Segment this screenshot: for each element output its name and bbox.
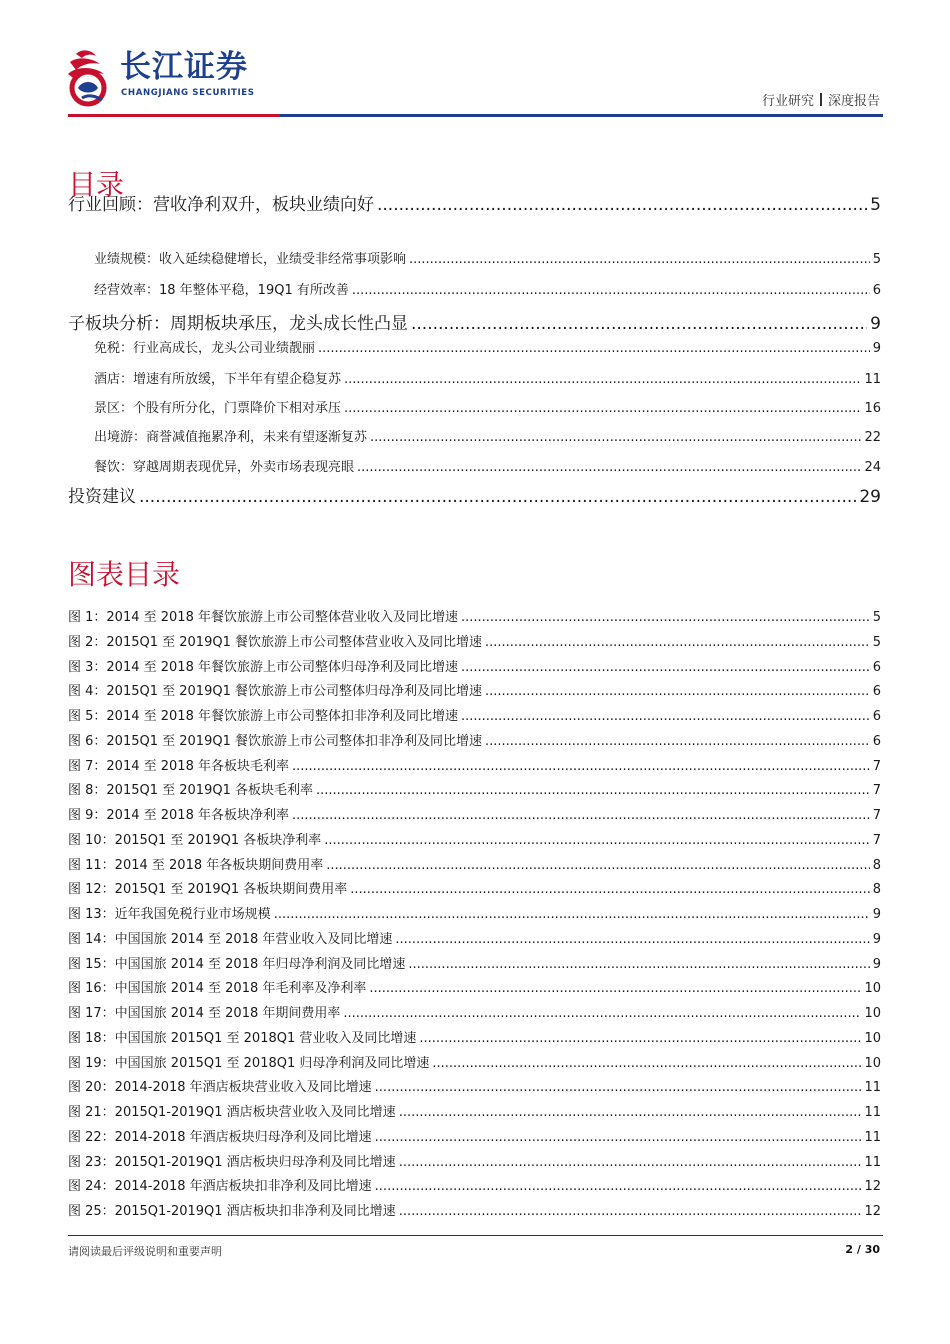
toc-entry[interactable] <box>94 281 881 301</box>
figure-leader-dots <box>375 1177 862 1197</box>
toc-entry-page: 24 <box>864 460 881 475</box>
category-label: 行业研究 <box>761 94 814 109</box>
figure-leader-dots <box>461 707 870 727</box>
toc-leader-dots <box>370 428 861 448</box>
figure-entry-title: 图 18：中国国旅 2015Q1 至 2018Q1 营业收入及同比增速 <box>68 1031 417 1046</box>
figure-entry-title: 图 23：2015Q1-2019Q1 酒店板块归母净利及同比增速 <box>68 1155 396 1170</box>
figure-entry-title: 图 7：2014 至 2018 年各板块毛利率 <box>68 759 289 774</box>
toc-entry-title: 投资建议 <box>68 487 136 507</box>
figure-leader-dots <box>419 1029 861 1049</box>
figure-entry-title: 图 2：2015Q1 至 2019Q1 餐饮旅游上市公司整体营业收入及同比增速 <box>68 635 482 650</box>
figure-entry[interactable] <box>68 880 881 900</box>
figure-entry[interactable] <box>68 1153 881 1173</box>
category-divider <box>820 93 822 106</box>
toc-entry-page: 29 <box>859 487 881 507</box>
figure-entry-title: 图 13：近年我国免税行业市场规模 <box>68 907 271 922</box>
figure-entry-title: 图 8：2015Q1 至 2019Q1 各板块毛利率 <box>68 783 313 798</box>
figure-entry-title: 图 9：2014 至 2018 年各板块净利率 <box>68 808 289 823</box>
toc-entry-title: 免税：行业高成长，龙头公司业绩靓丽 <box>94 341 316 356</box>
figure-entry[interactable] <box>68 1128 881 1148</box>
figure-leader-dots <box>343 1004 861 1024</box>
figure-entry[interactable] <box>68 1177 881 1197</box>
figure-leader-dots <box>432 1054 861 1074</box>
figure-entry-title: 图 11：2014 至 2018 年各板块期间费用率 <box>68 858 324 873</box>
figure-entry-page: 9 <box>872 957 881 972</box>
figure-leader-dots <box>292 757 870 777</box>
figure-entry-title: 图 21：2015Q1-2019Q1 酒店板块营业收入及同比增速 <box>68 1105 396 1120</box>
figure-entry-title: 图 15：中国国旅 2014 至 2018 年归母净利润及同比增速 <box>68 957 406 972</box>
report-category <box>762 90 880 109</box>
figure-entry-page: 7 <box>872 808 881 823</box>
figure-entry-page: 11 <box>864 1130 881 1145</box>
figure-entry[interactable] <box>68 1029 881 1049</box>
figure-entry[interactable] <box>68 955 881 975</box>
toc-leader-dots <box>411 312 867 336</box>
toc-entry[interactable] <box>94 250 881 270</box>
figure-entry[interactable] <box>68 1054 881 1074</box>
figure-entry-page: 6 <box>872 709 881 724</box>
toc-entry-page: 5 <box>870 195 881 215</box>
toc-entry[interactable] <box>94 339 881 359</box>
figure-entry[interactable] <box>68 1004 881 1024</box>
figure-entry[interactable] <box>68 781 881 801</box>
toc-entry[interactable] <box>94 458 881 478</box>
toc-entry-page: 5 <box>872 252 881 267</box>
figure-entry[interactable] <box>68 732 881 752</box>
page-number: 2 / 30 <box>845 1243 880 1256</box>
figure-entry-title: 图 14：中国国旅 2014 至 2018 年营业收入及同比增速 <box>68 932 393 947</box>
logo-chinese-name: 长江证券 <box>120 49 248 85</box>
figure-entry-page: 8 <box>872 882 881 897</box>
figure-entry[interactable] <box>68 905 881 925</box>
figure-leader-dots <box>399 1103 862 1123</box>
figure-leader-dots <box>485 682 870 702</box>
figure-leader-dots <box>292 806 870 826</box>
figure-leader-dots <box>375 1128 862 1148</box>
figure-entry-page: 10 <box>864 981 881 996</box>
toc-entry-page: 16 <box>864 401 881 416</box>
toc-entry-page: 9 <box>872 341 881 356</box>
toc-entry-page: 9 <box>870 314 881 334</box>
toc-entry-page: 11 <box>864 372 881 387</box>
figure-leader-dots <box>274 905 870 925</box>
toc-title: 目录 <box>68 168 125 201</box>
figure-entry[interactable] <box>68 930 881 950</box>
figure-entry-page: 11 <box>864 1105 881 1120</box>
toc-entry[interactable] <box>94 370 881 390</box>
figure-leader-dots <box>485 732 870 752</box>
figure-leader-dots <box>408 955 869 975</box>
toc-leader-dots <box>377 193 867 217</box>
figure-leader-dots <box>316 781 870 801</box>
toc-entry[interactable] <box>94 399 881 419</box>
toc-entry-title: 餐饮：穿越周期表现优异，外卖市场表现亮眼 <box>94 460 355 475</box>
toc-entry[interactable] <box>94 428 881 448</box>
footer-disclaimer: 请阅读最后评级说明和重要声明 <box>68 1245 222 1258</box>
report-type-label: 深度报告 <box>827 94 880 109</box>
figure-leader-dots <box>350 880 869 900</box>
figure-entry-title: 图 10：2015Q1 至 2019Q1 各板块净利率 <box>68 833 322 848</box>
figure-entry[interactable] <box>68 1078 881 1098</box>
figure-entry-title: 图 4：2015Q1 至 2019Q1 餐饮旅游上市公司整体归母净利及同比增速 <box>68 684 482 699</box>
figure-entry-page: 12 <box>864 1204 881 1219</box>
figure-leader-dots <box>485 633 870 653</box>
figure-entry[interactable] <box>68 1202 881 1222</box>
figure-entry-page: 7 <box>872 833 881 848</box>
toc-entry[interactable] <box>68 485 881 509</box>
figure-entry-title: 图 20：2014-2018 年酒店板块营业收入及同比增速 <box>68 1080 372 1095</box>
toc-leader-dots <box>352 281 870 301</box>
toc-entry[interactable] <box>68 312 881 336</box>
figure-entry[interactable] <box>68 979 881 999</box>
figure-entry-title: 图 24：2014-2018 年酒店板块扣非净利及同比增速 <box>68 1179 372 1194</box>
figure-entry[interactable] <box>68 856 881 876</box>
figure-entry-title: 图 25：2015Q1-2019Q1 酒店板块扣非净利及同比增速 <box>68 1204 396 1219</box>
figure-entry[interactable] <box>68 1103 881 1123</box>
figure-entry-page: 7 <box>872 783 881 798</box>
header-rule <box>68 114 883 117</box>
figure-entry-title: 图 19：中国国旅 2015Q1 至 2018Q1 归母净利润及同比增速 <box>68 1056 430 1071</box>
figure-entry-title: 图 16：中国国旅 2014 至 2018 年毛利率及净利率 <box>68 981 367 996</box>
figure-entry-page: 6 <box>872 734 881 749</box>
figure-entry-page: 8 <box>872 858 881 873</box>
figure-entry[interactable] <box>68 608 881 628</box>
toc-entry-title: 经营效率：18 年整体平稳，19Q1 有所改善 <box>94 283 349 298</box>
toc-entry-title: 行业回顾：营收净利双升，板块业绩向好 <box>68 195 374 215</box>
figure-leader-dots <box>326 856 869 876</box>
toc-leader-dots <box>344 370 861 390</box>
footer-rule <box>68 1235 883 1236</box>
figure-entry-page: 5 <box>872 635 881 650</box>
figure-entry-title: 图 5：2014 至 2018 年餐饮旅游上市公司整体扣非净利及同比增速 <box>68 709 458 724</box>
toc-leader-dots <box>344 399 861 419</box>
figure-entry-title: 图 22：2014-2018 年酒店板块归母净利及同比增速 <box>68 1130 372 1145</box>
figure-leader-dots <box>395 930 869 950</box>
figure-entry-page: 12 <box>864 1179 881 1194</box>
figure-leader-dots <box>369 979 861 999</box>
figure-entry-title: 图 6：2015Q1 至 2019Q1 餐饮旅游上市公司整体扣非净利及同比增速 <box>68 734 482 749</box>
toc-entry-page: 6 <box>872 283 881 298</box>
toc-entry[interactable] <box>68 193 881 217</box>
toc-entry-title: 出境游：商誉减值拖累净利，未来有望逐渐复苏 <box>94 430 368 445</box>
figure-entry[interactable] <box>68 707 881 727</box>
toc-entry-title: 子板块分析：周期板块承压，龙头成长性凸显 <box>68 314 408 334</box>
toc-leader-dots <box>139 485 856 509</box>
figure-entry-title: 图 1：2014 至 2018 年餐饮旅游上市公司整体营业收入及同比增速 <box>68 610 458 625</box>
figure-entry[interactable] <box>68 633 881 653</box>
figure-list-title: 图表目录 <box>68 558 181 591</box>
figure-entry[interactable] <box>68 806 881 826</box>
toc-entry-title: 景区：个股有所分化，门票降价下相对承压 <box>94 401 342 416</box>
figure-entry-page: 6 <box>872 684 881 699</box>
figure-entry-page: 9 <box>872 932 881 947</box>
figure-entry[interactable] <box>68 831 881 851</box>
figure-entry-title: 图 12：2015Q1 至 2019Q1 各板块期间费用率 <box>68 882 348 897</box>
figure-leader-dots <box>399 1202 862 1222</box>
figure-entry-page: 11 <box>864 1155 881 1170</box>
toc-entry-title: 业绩规模：收入延续稳健增长，业绩受非经常事项影响 <box>94 252 407 267</box>
toc-leader-dots <box>318 339 870 359</box>
toc-leader-dots <box>357 458 861 478</box>
figure-entry[interactable] <box>68 757 881 777</box>
toc-leader-dots <box>409 250 870 270</box>
figure-entry-title: 图 17：中国国旅 2014 至 2018 年期间费用率 <box>68 1006 341 1021</box>
figure-leader-dots <box>399 1153 862 1173</box>
figure-leader-dots <box>375 1078 862 1098</box>
toc-entry-page: 22 <box>864 430 881 445</box>
figure-entry-page: 7 <box>872 759 881 774</box>
phoenix-logo-icon <box>62 48 114 108</box>
logo-english-name: CHANGJIANG SECURITIES <box>121 88 255 98</box>
figure-leader-dots <box>461 608 870 628</box>
figure-entry-page: 10 <box>864 1006 881 1021</box>
figure-entry-title: 图 3：2014 至 2018 年餐饮旅游上市公司整体归母净利及同比增速 <box>68 660 458 675</box>
figure-entry-page: 10 <box>864 1056 881 1071</box>
figure-entry[interactable] <box>68 682 881 702</box>
figure-entry[interactable] <box>68 658 881 678</box>
figure-entry-page: 5 <box>872 610 881 625</box>
figure-leader-dots <box>461 658 870 678</box>
figure-entry-page: 6 <box>872 660 881 675</box>
figure-leader-dots <box>324 831 869 851</box>
toc-entry-title: 酒店：增速有所放缓，下半年有望企稳复苏 <box>94 372 342 387</box>
figure-entry-page: 9 <box>872 907 881 922</box>
figure-entry-page: 11 <box>864 1080 881 1095</box>
company-logo <box>62 44 302 110</box>
figure-entry-page: 10 <box>864 1031 881 1046</box>
